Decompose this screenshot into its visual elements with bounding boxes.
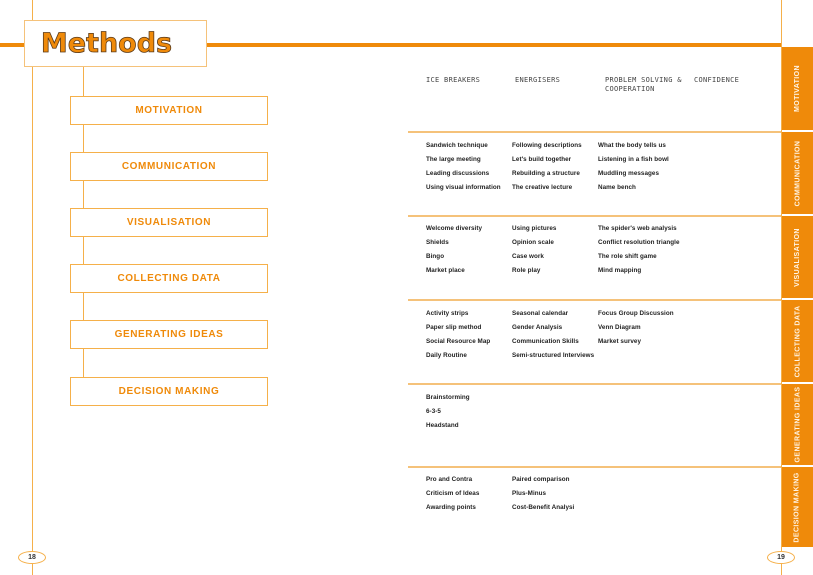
category-collecting-data[interactable] (70, 264, 268, 293)
method-item[interactable]: Bingo (426, 253, 445, 260)
category-generating-ideas[interactable] (70, 320, 268, 349)
method-item[interactable]: Sandwich technique (426, 142, 488, 149)
category-label: MOTIVATION (135, 105, 203, 116)
method-item[interactable]: 6-3-5 (426, 408, 441, 415)
column-header-ice-breakers: ICE BREAKERS (426, 76, 481, 84)
section-divider (408, 466, 781, 468)
method-item[interactable]: Awarding points (426, 504, 476, 511)
method-item[interactable]: Activity strips (426, 310, 469, 317)
section-divider (408, 131, 781, 133)
tab-visualisation[interactable] (782, 216, 813, 298)
method-item[interactable]: Focus Group Discussion (598, 310, 674, 317)
method-item[interactable]: Using pictures (512, 225, 557, 232)
page-number-text: 18 (28, 554, 36, 561)
method-item[interactable]: Leading discussions (426, 170, 490, 177)
method-item[interactable]: Criticism of Ideas (426, 490, 480, 497)
method-item[interactable]: The spider's web analysis (598, 225, 677, 232)
tab-label: COMMUNICATION (794, 140, 802, 206)
method-item[interactable]: What the body tells us (598, 142, 666, 149)
method-item[interactable]: Muddling messages (598, 170, 660, 177)
page-number-text: 19 (777, 554, 785, 561)
tab-generating-ideas[interactable] (782, 384, 813, 465)
header-bar (207, 43, 782, 47)
category-visualisation[interactable] (70, 208, 268, 237)
column-header-problem-solving: PROBLEM SOLVING & COOPERATION (605, 76, 682, 93)
method-item[interactable]: Seasonal calendar (512, 310, 569, 317)
method-item[interactable]: Pro and Contra (426, 476, 473, 483)
tab-label: COLLECTING DATA (794, 305, 801, 377)
method-item[interactable]: Following descriptions (512, 142, 582, 149)
method-item[interactable]: Headstand (426, 422, 459, 429)
method-item[interactable]: Paired comparison (512, 476, 570, 483)
method-item[interactable]: Mind mapping (598, 267, 642, 274)
method-item[interactable]: Using visual information (426, 184, 501, 191)
method-item[interactable]: Listening in a fish bowl (598, 156, 669, 163)
tab-label: GENERATING IDEAS (794, 386, 802, 463)
method-item[interactable]: The large meeting (426, 156, 481, 163)
method-item[interactable]: Conflict resolution triangle (598, 239, 680, 246)
section-divider (408, 215, 781, 217)
section-divider (408, 383, 781, 385)
method-item[interactable]: Rebuilding a structure (512, 170, 580, 177)
column-header-energisers: ENERGISERS (515, 76, 561, 84)
method-item[interactable]: Opinion scale (512, 239, 554, 246)
section-divider (408, 299, 781, 301)
tab-label: DECISION MAKING (794, 471, 802, 543)
method-item[interactable]: Gender Analysis (512, 324, 563, 331)
method-item[interactable]: Daily Routine (426, 352, 467, 359)
left-margin-line (32, 0, 33, 575)
tab-communication[interactable] (782, 132, 813, 214)
method-item[interactable]: Cost-Benefit Analysi (512, 504, 575, 511)
method-item[interactable]: Brainstorming (426, 394, 470, 401)
category-label: GENERATING IDEAS (114, 329, 224, 340)
category-label: COLLECTING DATA (117, 273, 221, 284)
category-communication[interactable] (70, 152, 268, 181)
method-item[interactable]: Shields (426, 239, 449, 246)
method-item[interactable]: Market place (426, 267, 465, 274)
page-title: Methods (40, 28, 173, 59)
method-item[interactable]: Welcome diversity (426, 225, 483, 232)
category-label: COMMUNICATION (121, 161, 217, 172)
method-item[interactable]: Role play (512, 267, 541, 274)
tab-collecting-data[interactable] (782, 300, 813, 382)
tab-label: MOTIVATION (794, 65, 801, 112)
tab-motivation[interactable] (782, 47, 813, 130)
method-item[interactable]: Paper slip method (426, 324, 482, 331)
method-item[interactable]: Semi-structured Interviews (512, 352, 595, 359)
tab-decision-making[interactable] (782, 467, 813, 547)
category-decision-making[interactable] (70, 377, 268, 406)
method-item[interactable]: Communication Skills (512, 338, 579, 345)
method-item[interactable]: Let's build together (512, 156, 572, 163)
method-item[interactable]: Market survey (598, 338, 642, 345)
page-number-right (767, 551, 795, 564)
column-header-confidence: CONFIDENCE (694, 76, 740, 84)
method-item[interactable]: Social Resource Map (426, 338, 491, 345)
method-item[interactable]: Case work (512, 253, 544, 260)
method-item[interactable]: The creative lecture (512, 184, 573, 191)
page-number-left (18, 551, 46, 564)
category-motivation[interactable] (70, 96, 268, 125)
category-label: DECISION MAKING (118, 386, 220, 397)
header-bar-left (0, 43, 24, 47)
tab-label: VISUALISATION (794, 227, 801, 287)
method-item[interactable]: Name bench (598, 184, 636, 191)
method-item[interactable]: The role shift game (598, 253, 657, 260)
title-box (24, 20, 207, 67)
method-item[interactable]: Venn Diagram (598, 324, 641, 331)
category-label: VISUALISATION (126, 217, 212, 228)
method-item[interactable]: Plus-Minus (512, 490, 547, 497)
